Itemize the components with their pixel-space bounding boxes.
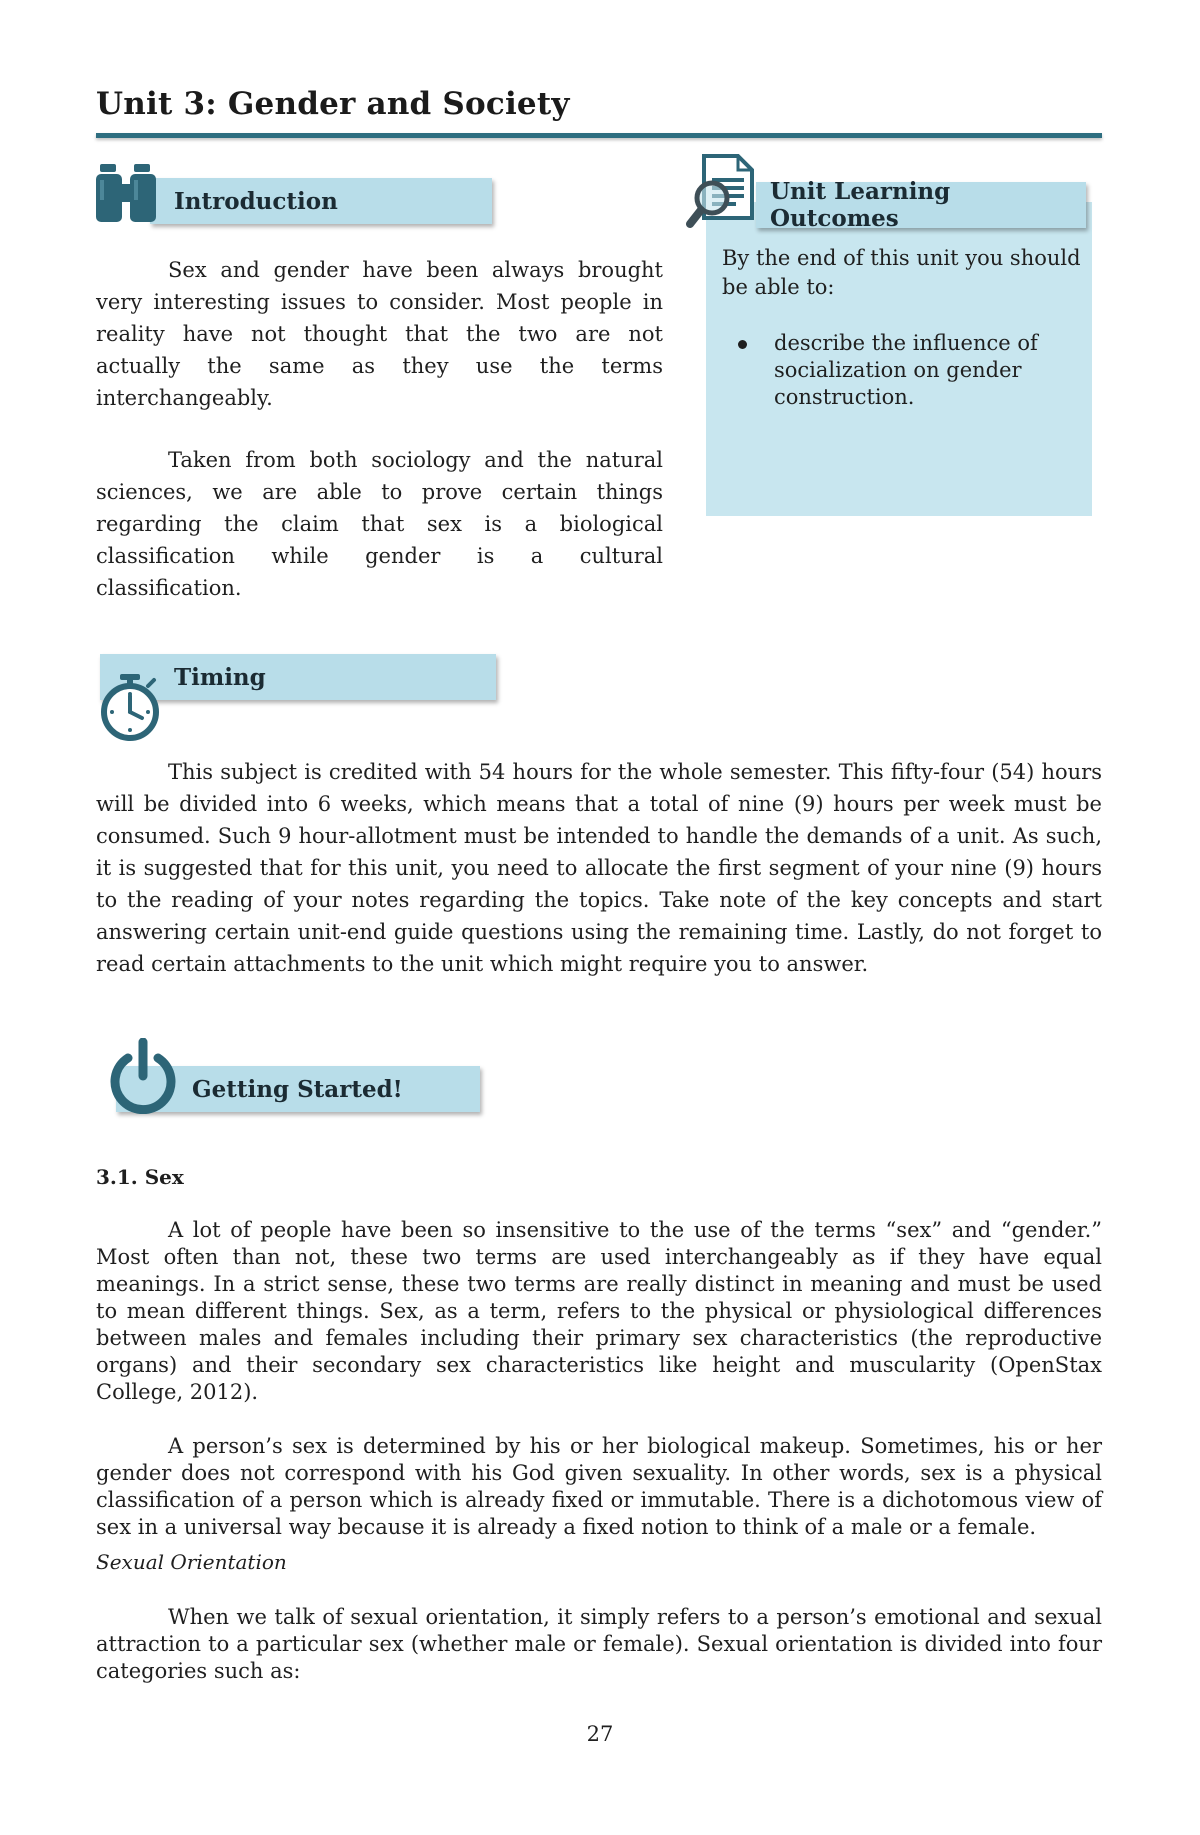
title-divider xyxy=(96,133,1102,138)
introduction-heading: Introduction xyxy=(174,187,338,215)
page-number: 27 xyxy=(586,1722,614,1746)
document-magnifier-icon xyxy=(686,154,758,230)
power-icon xyxy=(106,1038,180,1114)
introduction-paragraph-1: Sex and gender have been always brought very interesting issues to consider. Most people in reality have not thought that the two are not actually the same as they use the terms interchangeably. xyxy=(96,258,663,410)
sex-paragraph-1: A lot of people have been so insensitive to the use of the terms “sex” and “gender.” Most often than not, these two terms are used interchangeably as if they have equal meanings. In a strict sense, these two terms are really distinct in meaning and must be used to mean different things. Sex, as a term, refers to the physical or physiological differences between males and females including their primary sex characteristics (the reproductive organs) and their secondary sex characteristics like height and muscularity (OpenStax College, 2012). xyxy=(96,1218,1102,1404)
learning-outcomes-banner xyxy=(756,178,1086,232)
getting-started-heading: Getting Started! xyxy=(192,1075,403,1103)
introduction-paragraph-2: Taken from both sociology and the natural sciences, we are able to prove certain things regarding the claim that sex is a biological classification while gender is a cultural classification. xyxy=(96,448,663,600)
bullet-icon xyxy=(738,340,747,349)
timing-paragraph: This subject is credited with 54 hours for the whole semester. This fifty-four (54) hours will be divided into 6 weeks, which means that a total of nine (9) hours per week must be consumed. Such 9 hour-allotment must be intended to handle the demands of a unit. As such, it is suggested that for this unit, you need to allocate the first segment of your nine (9) hours to the reading of your notes regarding the topics. Take note of the key concepts and start answering certain unit-end guide questions using the remaining time. Lastly, do not forget to read certain attachments to the unit which might require you to answer. xyxy=(96,760,1102,976)
binoculars-icon xyxy=(94,162,158,224)
section-heading-sex: 3.1. Sex xyxy=(96,1165,184,1189)
page-title: Unit 3: Gender and Society xyxy=(96,86,570,122)
sexual-orientation-paragraph: When we talk of sexual orientation, it simply refers to a person’s emotional and sexual attraction to a particular sex (whether male or female). Sexual orientation is divided into four categories such as: xyxy=(96,1605,1102,1683)
learning-outcomes-heading: Unit Learning Outcomes xyxy=(770,178,951,232)
sex-paragraph-2: A person’s sex is determined by his or her biological makeup. Sometimes, his or her gender does not correspond with his God given sexuality. In other words, sex is a physical classification of a person which is already fixed or immutable. There is a dichotomous view of sex in a universal way because it is already a fixed notion to think of a male or a female. xyxy=(96,1434,1102,1539)
introduction-banner xyxy=(150,178,492,224)
stopwatch-icon xyxy=(98,672,162,742)
learning-outcomes-intro: By the end of this unit you should be able to: xyxy=(722,246,1081,299)
sexual-orientation-heading: Sexual Orientation xyxy=(96,1550,287,1574)
learning-outcomes-list xyxy=(722,330,1062,411)
learning-outcome-item: describe the influence of socialization on gender construction. xyxy=(722,330,1062,411)
timing-heading: Timing xyxy=(174,663,266,691)
